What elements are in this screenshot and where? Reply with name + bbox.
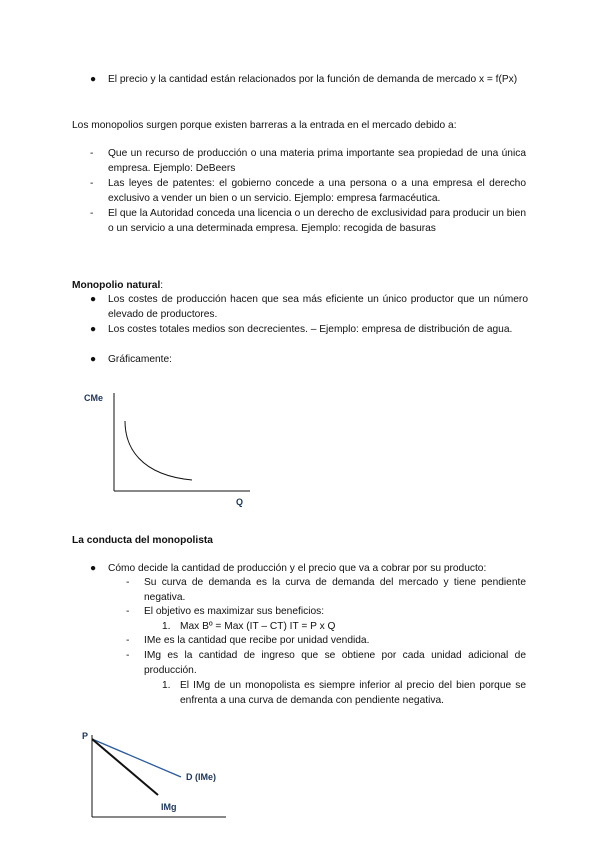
average-cost-curve (125, 421, 192, 480)
conduct-heading: La conducta del monopolista (72, 535, 213, 546)
natural-monopoly-heading (72, 278, 163, 293)
marginal-revenue-line (92, 739, 158, 795)
chart1-ylabel: CMe (84, 393, 104, 403)
img-note: El IMg de un monopolista es siempre inferior al precio del bien porque se enfrenta a una curva de demanda con pendiente negativa. (180, 680, 526, 706)
bullet-mark: ● (90, 354, 97, 365)
mr-label: IMg (161, 802, 177, 812)
natural-bullet-text: Gráficamente: (108, 354, 172, 365)
dash-mark: - (126, 650, 130, 661)
conduct-bullet-text: Cómo decide la cantidad de producción y el precio que va a cobrar por su producto: (108, 563, 487, 574)
dash-mark: - (126, 635, 130, 646)
img-note-num: 1. (162, 680, 171, 691)
natural-bullet-text: Los costes totales medios son decrecientes. – Ejemplo: empresa de distribución de agua. (108, 324, 513, 335)
barrier-text: Que un recurso de producción o una materia prima importante sea propiedad de una única empresa. Ejemplo: DeBeers (108, 148, 526, 174)
natural-bullet-text: Los costes de producción hacen que sea más eficiente un único productor que un número elevado de productores. (108, 294, 528, 320)
barrier-text: Las leyes de patentes: el gobierno concede a una persona o a una empresa el derecho exclusivo a vender un bien o un servicio. Ejemplo: empresa farmacéutica. (108, 178, 526, 204)
demand-marginal-revenue-chart (76, 725, 256, 825)
demand-label: D (IMe) (186, 772, 216, 782)
conduct-item-text: El objetivo es maximizar sus beneficios: (144, 606, 325, 617)
bullet-mark: ● (90, 74, 97, 85)
max-formula-num: 1. (162, 621, 171, 632)
chart1-xlabel: Q (236, 497, 244, 507)
demand-line (92, 739, 181, 777)
barriers-intro: Los monopolios surgen porque existen barreras a la entrada en el mercado debido a: (72, 120, 457, 131)
chart2-ylabel: P (82, 731, 89, 741)
natural-heading-text: Monopolio natural (72, 280, 161, 291)
dash-mark: - (126, 606, 130, 617)
max-formula: Max Bº = Max (IT – CT) IT = P x Q (180, 621, 336, 632)
natural-heading-colon: : (160, 280, 164, 291)
dash-mark: - (90, 208, 94, 219)
average-cost-chart (80, 385, 260, 510)
conduct-item-text: IMg es la cantidad de ingreso que se obtiene por cada unidad adicional de producción. (144, 650, 526, 676)
dash-mark: - (90, 178, 94, 189)
bullet-mark: ● (90, 324, 97, 335)
conduct-item-text: IMe es la cantidad que recibe por unidad vendida. (144, 635, 370, 646)
bullet-mark: ● (90, 294, 97, 305)
dash-mark: - (126, 577, 130, 588)
barrier-text: El que la Autoridad conceda una licencia o un derecho de exclusividad para producir un bien o un servicio a una determinada empresa. Ejemplo: recogida de basuras (108, 208, 526, 234)
intro-bullet-text: El precio y la cantidad están relacionados por la función de demanda de mercado x = f(Px) (108, 74, 518, 85)
bullet-mark: ● (90, 563, 97, 574)
conduct-item-text: Su curva de demanda es la curva de demanda del mercado y tiene pendiente negativa. (144, 577, 526, 603)
dash-mark: - (90, 148, 94, 159)
